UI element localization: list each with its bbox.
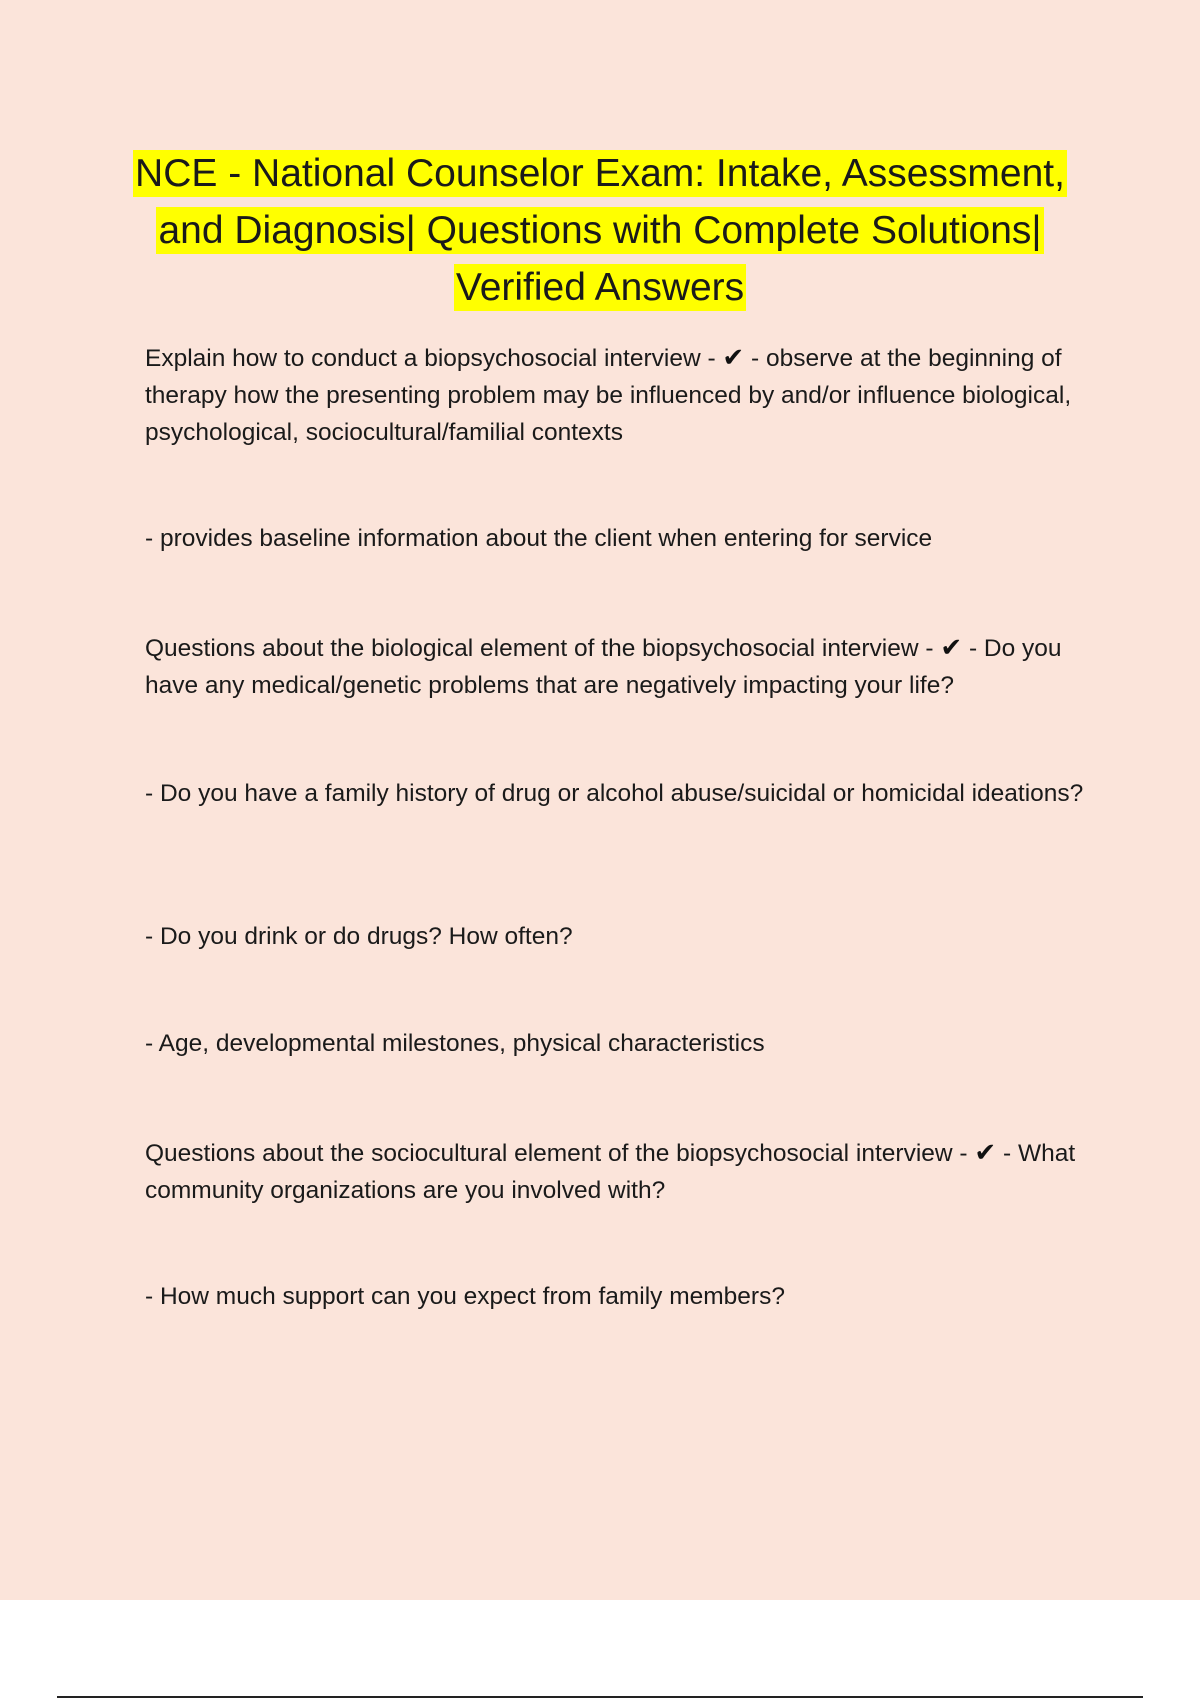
qa-entry-8 [145, 1278, 1085, 1315]
qa-entry-1 [145, 340, 1085, 451]
qa-entry-7 [145, 1135, 1085, 1209]
answer-text: - Do you have a family history of drug or alcohol abuse/suicidal or homicidal ideations? [145, 780, 1084, 807]
check-icon: ✔ [940, 632, 963, 662]
answer-text: - provides baseline information about the client when entering for service [145, 525, 933, 552]
question-text: Explain how to conduct a biopsychosocial interview - [145, 345, 716, 372]
footer-divider [57, 1696, 1143, 1698]
document-title [100, 145, 1100, 316]
qa-entry-2 [145, 520, 1085, 557]
answer-text: - Age, developmental milestones, physical characteristics [145, 1030, 765, 1057]
title-line-1: NCE - National Counselor Exam: Intake, Assessment, [135, 152, 1065, 195]
qa-entry-3 [145, 630, 1085, 704]
title-line-3: Verified Answers [455, 266, 745, 309]
answer-text: - Do you have any medical/genetic problems that are negatively impacting your life? [145, 635, 1062, 699]
check-icon: ✔ [722, 342, 745, 372]
answer-text: - What community organizations are you involved with? [145, 1140, 1076, 1204]
check-icon: ✔ [974, 1137, 997, 1167]
answer-text: - How much support can you expect from family members? [145, 1283, 785, 1310]
question-text: Questions about the sociocultural element of the biopsychosocial interview - [145, 1140, 968, 1167]
answer-text: - observe at the beginning of therapy how the presenting problem may be influenced by and/or influence biological, psychological, sociocultural/familial contexts [145, 345, 1072, 446]
qa-entry-6 [145, 1025, 1085, 1062]
question-text: Questions about the biological element of the biopsychosocial interview - [145, 635, 934, 662]
answer-text: - Do you drink or do drugs? How often? [145, 923, 573, 950]
title-line-2: and Diagnosis| Questions with Complete Solutions| [158, 209, 1042, 252]
qa-entry-4 [145, 775, 1085, 812]
qa-entry-5 [145, 918, 1085, 955]
